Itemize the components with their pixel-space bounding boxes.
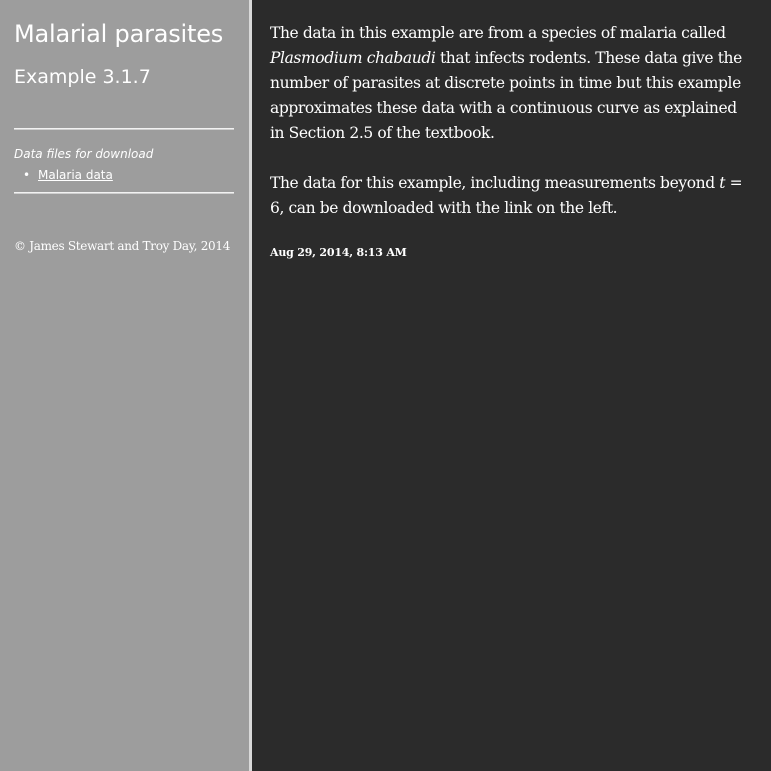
paragraph-text: The data in this example are from a species of malaria called bbox=[270, 24, 726, 42]
copyright-text: © James Stewart and Troy Day, 2014 bbox=[14, 239, 231, 253]
paragraph-text: that infects rodents. These data give the number of parasites at discrete points in time but this example approximates these data with a continuous curve as explained in Section 2.5 of the textbook. bbox=[270, 49, 742, 142]
list-item bbox=[22, 166, 234, 184]
example-number: Example 3.1.7 bbox=[14, 66, 151, 88]
paragraph-text: = 6, can be downloaded with the link on the left. bbox=[270, 174, 743, 217]
malaria-data-link[interactable]: Malaria data bbox=[38, 168, 113, 182]
sidebar bbox=[0, 0, 249, 771]
bullet-icon: • bbox=[23, 168, 31, 182]
timestamp: Aug 29, 2014, 8:13 AM bbox=[270, 246, 407, 259]
time-variable: t bbox=[719, 174, 726, 192]
sidebar-divider-top bbox=[14, 128, 234, 130]
page-title: Malarial parasites bbox=[14, 20, 224, 48]
species-name: Plasmodium chabaudi bbox=[270, 49, 436, 67]
description-paragraph bbox=[270, 21, 751, 146]
sidebar-divider-bottom bbox=[14, 192, 234, 194]
main-content bbox=[252, 0, 771, 771]
downloads-heading: Data files for download bbox=[14, 147, 154, 161]
downloads-list bbox=[14, 166, 234, 184]
download-note-paragraph bbox=[270, 171, 751, 221]
paragraph-text: The data for this example, including measurements beyond bbox=[270, 174, 720, 192]
